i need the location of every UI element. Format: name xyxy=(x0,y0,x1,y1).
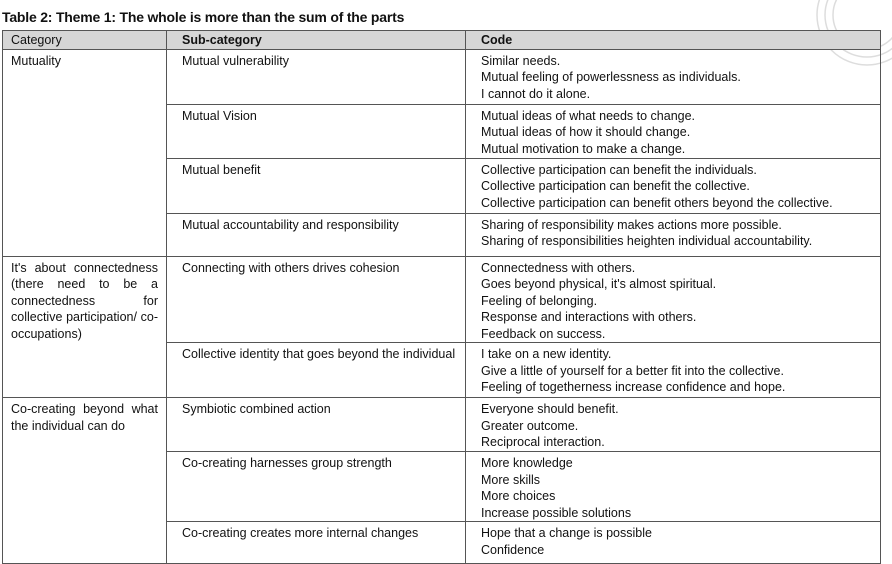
code-item: Confidence xyxy=(481,542,545,557)
subcategory-cell: Mutual vulnerability xyxy=(167,49,466,104)
code-item: Increase possible solutions xyxy=(481,505,632,520)
code-cell xyxy=(466,49,881,104)
table-row xyxy=(3,256,881,343)
subcategory-cell: Connecting with others drives cohesion xyxy=(167,256,466,343)
code-item: I take on a new identity. xyxy=(481,347,612,361)
code-item: Mutual ideas of how it should change. xyxy=(481,125,691,139)
code-cell xyxy=(466,256,881,343)
code-cell xyxy=(466,213,881,256)
code-cell xyxy=(466,398,881,452)
subcategory-cell: Symbiotic combined action xyxy=(167,398,466,452)
subcategory-cell: Co-creating creates more internal changes xyxy=(167,522,466,564)
code-item: Sharing of responsibility makes actions more possible. xyxy=(481,217,782,232)
code-cell xyxy=(466,104,881,158)
subcategory-cell: Co-creating harnesses group strength xyxy=(167,452,466,522)
subcategory-cell: Collective identity that goes beyond the individual xyxy=(167,343,466,398)
category-cell: Co-creating beyond what the individual can do xyxy=(3,398,167,564)
code-item: Mutual motivation to make a change. xyxy=(481,141,686,156)
code-item: More skills xyxy=(481,472,541,487)
code-item: Goes beyond physical, it's almost spiritual. xyxy=(481,277,717,291)
table-title: Table 2: Theme 1: The whole is more than the sum of the parts xyxy=(2,9,405,25)
code-item: Everyone should benefit. xyxy=(481,402,619,416)
code-item: Sharing of responsibilities heighten individual accountability. xyxy=(481,234,813,248)
header-row xyxy=(3,31,881,50)
category-cell: Mutuality xyxy=(3,49,167,256)
subcategory-cell: Mutual accountability and responsibility xyxy=(167,213,466,256)
code-item: Feeling of togetherness increase confidence and hope. xyxy=(481,380,786,394)
code-cell xyxy=(466,522,881,564)
code-item: Connectedness with others. xyxy=(481,260,636,275)
category-cell: It's about connectedness (there need to be a connectedness for collective participation/ co-occupations) xyxy=(3,256,167,398)
header-subcategory: Sub-category xyxy=(167,31,466,50)
header-code: Code xyxy=(466,31,881,50)
code-item: More choices xyxy=(481,489,556,503)
code-item: More knowledge xyxy=(481,456,573,470)
code-item: Reciprocal interaction. xyxy=(481,435,605,449)
code-item: Mutual ideas of what needs to change. xyxy=(481,108,696,123)
header-category: Category xyxy=(3,31,167,50)
code-cell xyxy=(466,343,881,398)
code-item: Collective participation can benefit others beyond the collective. xyxy=(481,195,833,210)
code-item: Feeling of belonging. xyxy=(481,293,598,308)
code-item: Collective participation can benefit the individuals. xyxy=(481,162,757,177)
subcategory-cell: Mutual benefit xyxy=(167,158,466,213)
code-item: Give a little of yourself for a better fit into the collective. xyxy=(481,363,784,378)
code-item: Mutual feeling of powerlessness as individuals. xyxy=(481,70,741,84)
code-item: Greater outcome. xyxy=(481,418,579,433)
code-item: Hope that a change is possible xyxy=(481,526,652,540)
code-cell xyxy=(466,452,881,522)
subcategory-cell: Mutual Vision xyxy=(167,104,466,158)
code-item: Feedback on success. xyxy=(481,326,606,341)
code-item: Similar needs. xyxy=(481,53,561,68)
code-item: I cannot do it alone. xyxy=(481,86,591,101)
table-row xyxy=(3,49,881,104)
code-item: Collective participation can benefit the collective. xyxy=(481,179,750,193)
code-cell xyxy=(466,158,881,213)
theme-table xyxy=(2,30,881,564)
table-row xyxy=(3,398,881,452)
code-item: Response and interactions with others. xyxy=(481,310,697,324)
